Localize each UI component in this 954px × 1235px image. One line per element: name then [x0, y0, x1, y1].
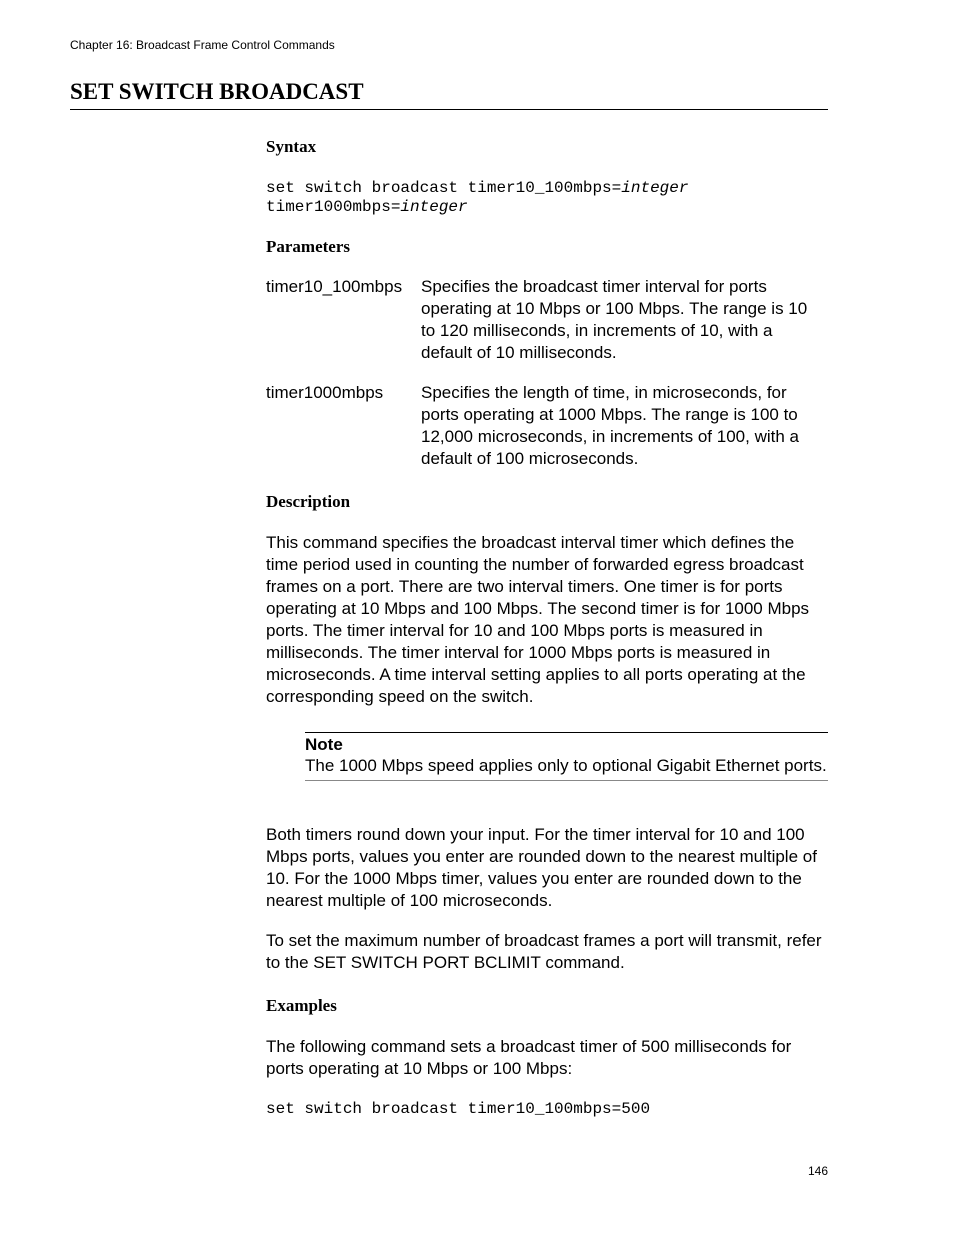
syntax-line-1: [266, 179, 688, 198]
syntax-line-1-prefix: set switch broadcast timer10_100mbps=: [266, 179, 622, 197]
description-paragraph-1: This command specifies the broadcast interval timer which defines the time period used in counting the number of forwarded egress broadcast frames on a port. There are two interval timers. One timer is for ports operating at 10 Mbps and 100 Mbps. The second timer is for 1000 Mbps ports. The timer interval for 10 and 100 Mbps ports is measured in milliseconds. The timer interval for 1000 Mbps ports is measured in microseconds. A time interval setting applies to all ports operating at the corresponding speed on the switch.: [266, 533, 810, 706]
page-number: 146: [807, 1164, 828, 1178]
param-desc-timer10-100mbps: Specifies the broadcast timer interval for ports operating at 10 Mbps or 100 Mbps. The range is 10 to 120 milliseconds, in increments of 10, with a default of 10 milliseconds.: [421, 277, 808, 362]
syntax-heading: Syntax: [266, 137, 317, 156]
note-text: The 1000 Mbps speed applies only to optional Gigabit Ethernet ports.: [305, 756, 827, 775]
description-heading: Description: [266, 492, 351, 511]
param-name-timer1000mbps: timer1000mbps: [266, 383, 384, 402]
syntax-line-1-var: integer: [621, 179, 689, 197]
param-desc-timer1000mbps: Specifies the length of time, in microseconds, for ports operating at 1000 Mbps. The range is 100 to 12,000 microseconds, in increments of 100, with a default of 100 microseconds.: [421, 383, 799, 468]
note-label: Note: [305, 735, 343, 754]
examples-heading: Examples: [266, 996, 337, 1015]
syntax-line-2: [266, 198, 468, 217]
syntax-line-2-prefix: timer1000mbps=: [266, 198, 401, 216]
page-title: SET SWITCH BROADCAST: [70, 77, 828, 110]
parameters-heading: Parameters: [266, 237, 351, 256]
param-name-timer10-100mbps: timer10_100mbps: [266, 277, 403, 296]
description-paragraph-2: Both timers round down your input. For the timer interval for 10 and 100 Mbps ports, values you enter are rounded down to the nearest multiple of 10. For the 1000 Mbps timer, values you enter are rounded down to the nearest multiple of 100 microseconds.: [266, 825, 817, 910]
description-paragraph-3: To set the maximum number of broadcast frames a port will transmit, refer to the SET SWITCH PORT BCLIMIT command.: [266, 931, 822, 972]
note-box: [305, 732, 828, 781]
examples-paragraph-1: The following command sets a broadcast timer of 500 milliseconds for ports operating at 10 Mbps or 100 Mbps:: [266, 1037, 792, 1078]
chapter-header: Chapter 16: Broadcast Frame Control Commands: [70, 38, 335, 52]
example-code-1: set switch broadcast timer10_100mbps=500: [266, 1100, 651, 1118]
syntax-line-2-var: integer: [400, 198, 468, 216]
